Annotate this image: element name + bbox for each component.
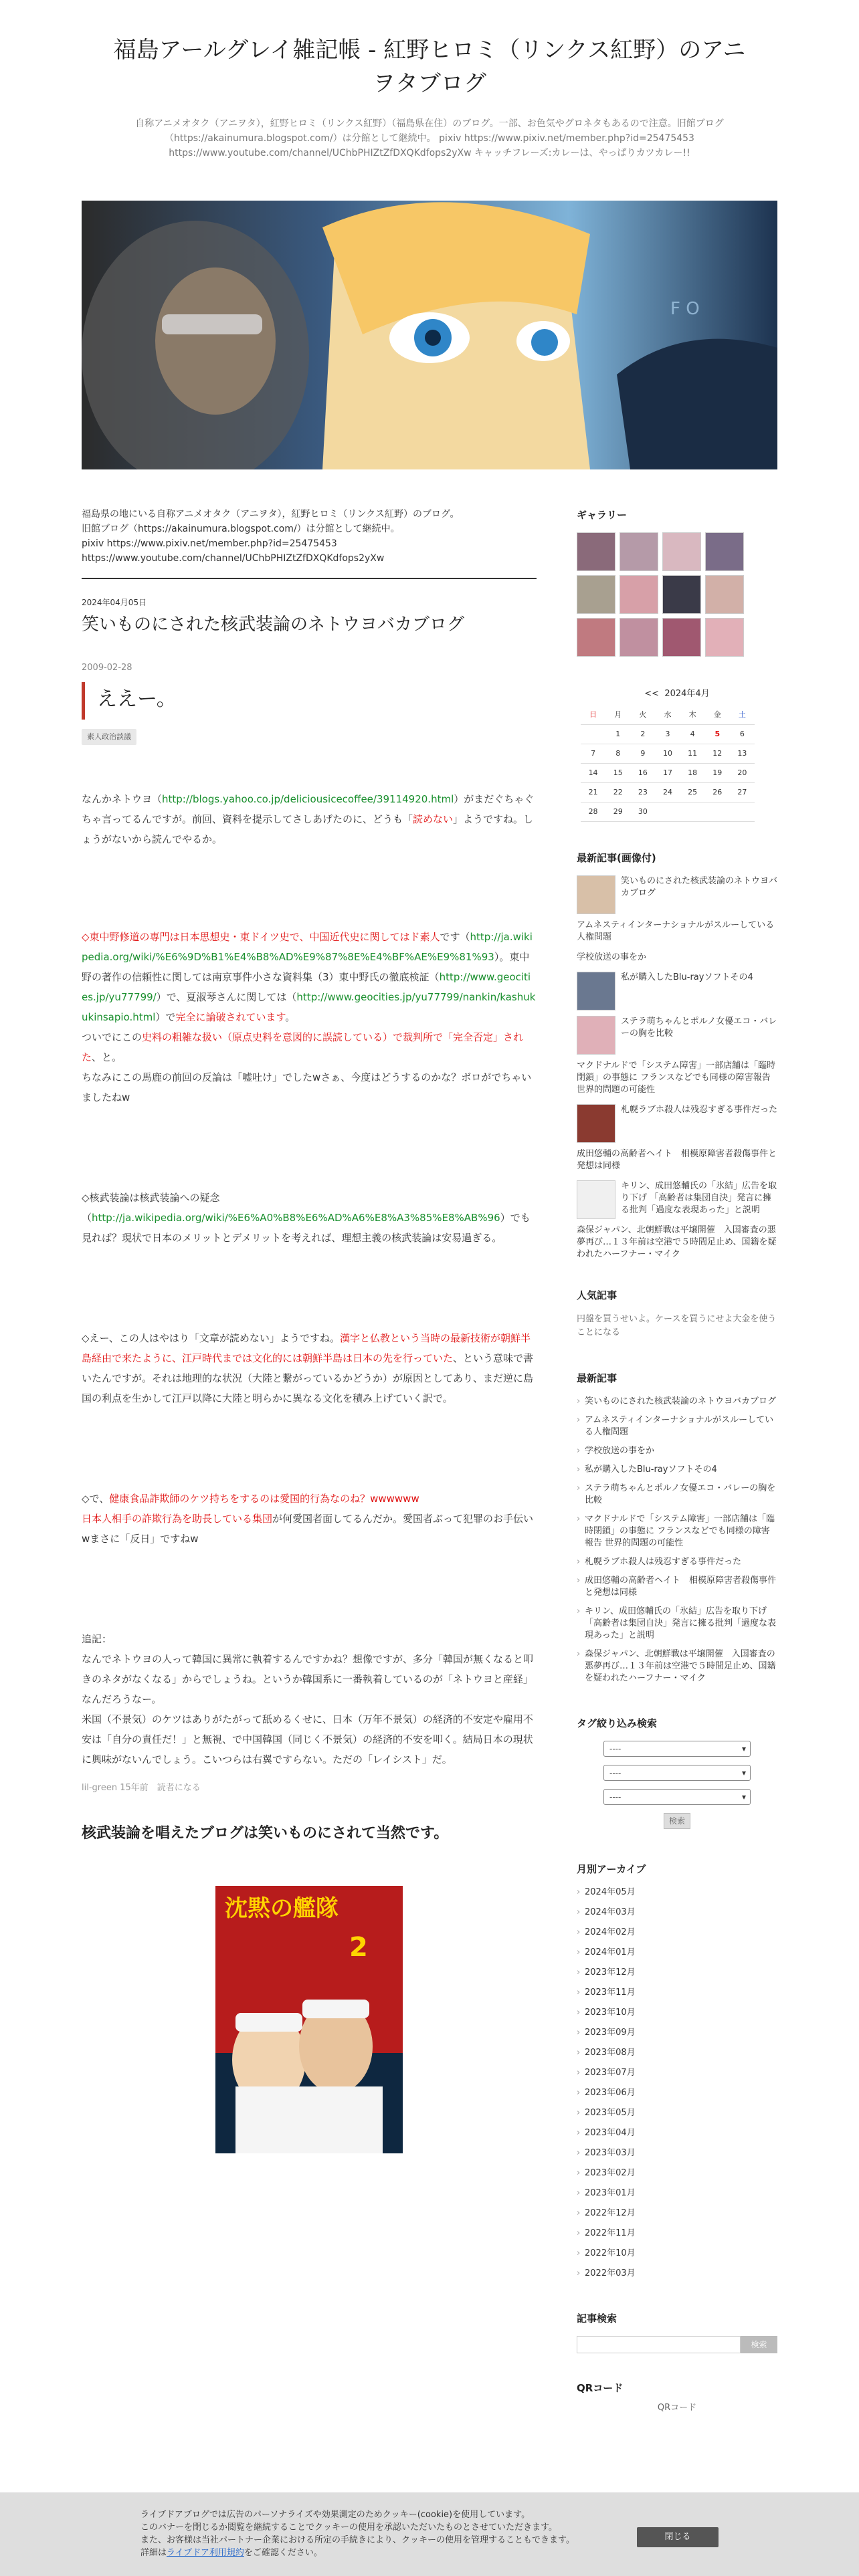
archive-month-link[interactable]: › 2023年12月 xyxy=(577,1967,777,1979)
entry-link[interactable]: マクドナルドで「システム障害」一部店舗は「臨時閉鎖」の事態に フランスなどでも同様の障害報告 世界的問題の可能性 xyxy=(577,1060,776,1095)
calendar-day: 28 xyxy=(581,802,605,821)
cookie-banner xyxy=(0,2492,859,2576)
archive-month-link[interactable]: › 2023年03月 xyxy=(577,2147,777,2159)
entry-link[interactable]: 森保ジャパン、北朝鮮戦は平壌開催 入国審査の悪夢再び…１３年前は空港で５時間足止め、国籍を疑われたハーフナー・マイク xyxy=(577,1224,777,1259)
archive-month-link[interactable]: › 2022年10月 xyxy=(577,2248,777,2260)
archive-month-link[interactable]: › 2023年01月 xyxy=(577,2187,777,2199)
calendar-day: 23 xyxy=(630,782,655,802)
dvd-cover-illustration xyxy=(215,1886,403,2153)
calendar-day: 25 xyxy=(680,782,705,802)
dvd-title: 沈黙の艦隊 xyxy=(225,1895,339,1922)
recent-list xyxy=(577,1396,777,1685)
yahoo-blog-link[interactable]: http://blogs.yahoo.co.jp/deliciousicecoffee/39114920.html xyxy=(162,792,454,805)
text: ◇核武装論は核武装論への疑念 xyxy=(82,1191,220,1204)
archive-month-link[interactable]: › 2023年05月 xyxy=(577,2107,777,2119)
text: ）で xyxy=(155,1010,176,1023)
calendar-weekday: 日 xyxy=(581,706,605,725)
paragraph-6 xyxy=(82,1629,537,1769)
calendar-day: 17 xyxy=(655,763,680,782)
qr-section xyxy=(577,2380,777,2415)
text: 詳細は xyxy=(140,2548,167,2558)
cookie-line: このバナーを閉じるか閲覧を継続することでクッキーの使用を承認いただいたものとさせていただきます。 xyxy=(140,2523,557,2533)
tag-select-2[interactable]: ---- ▾ xyxy=(603,1765,751,1781)
calendar-day: 27 xyxy=(730,782,755,802)
site-header xyxy=(82,27,777,160)
intro-line-1: 福島県の地にいる自称アニメオタク（アニヲタ），紅野ヒロミ（リンクス紅野）のブログ。 xyxy=(82,509,460,520)
cookie-line: また、お客様は当社パートナー企業における所定の手続きにより、クッキーの使用を管理することもできます。 xyxy=(140,2535,575,2545)
paragraph-2 xyxy=(82,927,537,1107)
recent-entry-link[interactable]: › アムネスティインターナショナルがスルーしている人権問題 xyxy=(577,1414,777,1438)
gallery-thumb[interactable] xyxy=(705,618,744,657)
calendar-day: 2 xyxy=(630,724,655,744)
paragraph-4 xyxy=(82,1328,537,1408)
calendar-day xyxy=(680,802,705,821)
entry-title[interactable]: 笑いものにされた核武装論のネトウヨバカブログ xyxy=(82,615,465,635)
header-banner-image[interactable] xyxy=(82,201,777,469)
calendar-day: 21 xyxy=(581,782,605,802)
site-description: 自称アニメオタク（アニヲタ），紅野ヒロミ（リンクス紅野）（福島県在住）のブログ。一部、お色気やグロネタもあるので注意。旧館ブログ（https://akainumura.blogspot.com/）は分館として継続中。 pixiv https://www.pixiv.net/member.php?id=25475453 https://www.youtube.com/channel/UChbPHIZtZfDXQKdfops2yXw キャッチフレーズ:カレーは、やっぱりカツカレー!! xyxy=(135,118,724,158)
gallery-thumb[interactable] xyxy=(619,532,658,571)
search-form xyxy=(577,2336,777,2353)
calendar-day: 22 xyxy=(605,782,630,802)
recent-section xyxy=(577,1370,777,1685)
gallery-thumb[interactable] xyxy=(577,618,615,657)
tag-search-button[interactable]: 検索 xyxy=(664,1813,690,1829)
entry-link[interactable]: ステラ萌ちゃんとポルノ女優エコ・バレーの胸を比較 xyxy=(621,1016,777,1039)
highlight: 史料の粗雑な扱い（原点史料を意図的に誤読している）で裁判所で「完全否定」された xyxy=(82,1031,524,1063)
qr-heading: QRコード xyxy=(577,2381,624,2394)
archive-month-link[interactable]: › 2022年12月 xyxy=(577,2208,777,2220)
entry-date: 2024年04月05日 xyxy=(82,598,147,607)
recent-entry-link[interactable]: › 森保ジャパン、北朝鮮戦は平壌開催 入国審査の悪夢再び…１３年前は空港で５時間足止め、国籍を疑われたハーフナー・マイク xyxy=(577,1648,777,1685)
archive-month-link[interactable]: › 2023年11月 xyxy=(577,1987,777,1999)
calendar-day xyxy=(581,724,605,744)
popular-heading: 人気記事 xyxy=(577,1289,617,1301)
text: 、という意味で書いたんですが。それは地理的な状況（大陸と繋がっているかどうか）が原因としてあり、まだ逆に島国の利点を生かして江戸以降に大陸と明らかに異なる文化を積み上げていく訳で。 xyxy=(82,1352,534,1404)
category-tag[interactable]: 素人政治談議 xyxy=(82,729,136,745)
calendar-header xyxy=(577,687,777,702)
text: 、と。 xyxy=(92,1051,122,1063)
tag-select-3[interactable]: ---- ▾ xyxy=(603,1789,751,1805)
intro-line-4: https://www.youtube.com/channel/UChbPHIZtZfDXQKdfops2yXw xyxy=(82,553,385,564)
calendar-day: 26 xyxy=(705,782,730,802)
calendar-day: 1 xyxy=(605,724,630,744)
calendar-day: 20 xyxy=(730,763,755,782)
calendar-weekday: 月 xyxy=(605,706,630,725)
list-item[interactable] xyxy=(577,1104,777,1143)
qr-image-alt: QRコード xyxy=(657,2402,697,2413)
gallery-thumb[interactable] xyxy=(619,618,658,657)
archive-month-link[interactable]: › 2023年02月 xyxy=(577,2167,777,2179)
archive-month-link[interactable]: › 2023年10月 xyxy=(577,2007,777,2019)
text: ）でも見れば？現状で日本のメリットとデメリットを考えれば、理想主義の核武装論は安易過ぎる。 xyxy=(82,1211,531,1244)
archive-month-link[interactable]: › 2023年04月 xyxy=(577,2127,777,2139)
search-input[interactable] xyxy=(577,2336,741,2353)
text: （ xyxy=(82,1211,92,1224)
gallery-heading: ギャラリー xyxy=(577,509,628,521)
calendar-month: 2024年4月 xyxy=(664,689,710,699)
list-item[interactable] xyxy=(577,1016,777,1055)
gallery-thumb[interactable] xyxy=(577,575,615,614)
archive-section xyxy=(577,1861,777,2280)
calendar-day: 9 xyxy=(630,744,655,763)
dvd-volume: 2 xyxy=(349,1931,368,1963)
entry-link[interactable]: 成田悠輔の高齢者ヘイト 相模原障害者殺傷事件と発想は同様 xyxy=(577,1148,777,1171)
text: ）で、夏淑琴さんに関しては（ xyxy=(156,990,297,1003)
calendar xyxy=(577,687,777,822)
recent-entry-link[interactable]: › キリン、成田悠輔氏の「氷結」広告を取り下げ 「高齢者は集団自決」発言に擁る批判「過度な表現あった」と説明 xyxy=(577,1606,777,1642)
text: ついでにこの xyxy=(82,1031,142,1043)
calendar-table xyxy=(581,706,755,822)
archive-month-link[interactable]: › 2022年03月 xyxy=(577,2268,777,2280)
geocities-nankin-link[interactable]: http://www.geocities.jp/yu77799/nankin/kashukukinsapio.html xyxy=(82,990,536,1023)
entry-heading: ええー。 xyxy=(82,682,537,720)
cookie-message xyxy=(140,2508,609,2559)
entry-link[interactable]: 私が購入したBlu-rayソフトその4 xyxy=(621,972,753,982)
intro-line-2: 旧館ブログ（https://akainumura.blogspot.com/）は分館として継続中。 xyxy=(82,524,400,534)
calendar-day: 12 xyxy=(705,744,730,763)
gallery-grid xyxy=(577,532,777,657)
calendar-day[interactable]: 5 xyxy=(705,724,730,744)
archive-month-link[interactable]: › 2024年05月 xyxy=(577,1887,777,1899)
recent-with-images xyxy=(577,850,777,1261)
cookie-close-button[interactable]: 閉じる xyxy=(637,2527,719,2547)
calendar-day: 10 xyxy=(655,744,680,763)
text: 追記： xyxy=(82,1632,112,1645)
entry-subtitle: 核武装論を唱えたブログは笑いものにされて当然です。 xyxy=(82,1825,449,1842)
archive-month-link[interactable]: › 2023年08月 xyxy=(577,2047,777,2059)
intro-line-3: pixiv https://www.pixiv.net/member.php?id=25475453 xyxy=(82,538,337,549)
calendar-weekday: 水 xyxy=(655,706,680,725)
text: なんかネトウヨ（ xyxy=(82,792,163,805)
text: 」ようですね。しょうがないから読んでやるか。 xyxy=(82,813,534,845)
recent-entry-link[interactable]: › 成田悠輔の高齢者ヘイト 相模原障害者殺傷事件と発想は同様 xyxy=(577,1575,777,1599)
recent-entry-link[interactable]: › マクドナルドで「システム障害」一部店舗は「臨時閉鎖」の事態に フランスなどでも同様の障害報告 世界的問題の可能性 xyxy=(577,1513,777,1549)
text: です（ xyxy=(440,930,470,943)
calendar-day: 13 xyxy=(730,744,755,763)
gallery-thumb[interactable] xyxy=(577,532,615,571)
text: ちなみにこの馬鹿の前回の反論は「嘘吐け」でしたwさぁ、今度はどうするのかな？ボロがでちゃいましたねw xyxy=(82,1071,532,1103)
calendar-day: 19 xyxy=(705,763,730,782)
list-item[interactable] xyxy=(577,875,777,914)
calendar-weekday: 土 xyxy=(730,706,755,725)
recent-entry-link[interactable]: › 私が購入したBlu-rayソフトその4 xyxy=(577,1464,777,1476)
archive-heading: 月別アーカイブ xyxy=(577,1862,646,1875)
search-section xyxy=(577,2311,777,2353)
recent-entry-link[interactable]: › 学校放送の事をか xyxy=(577,1445,777,1457)
search-heading: 記事検索 xyxy=(577,2312,617,2325)
calendar-weekday: 火 xyxy=(630,706,655,725)
original-post-date: 2009-02-28 xyxy=(82,663,132,673)
highlight: ◇東中野修道の専門は日本思想史・東ドイツ史で、中国近代史に関してはド素人 xyxy=(82,930,440,943)
terms-link[interactable]: ライブドア利用規約 xyxy=(167,2548,244,2558)
search-button[interactable]: 検索 xyxy=(741,2336,777,2353)
entry-thumbnail[interactable] xyxy=(577,972,615,1010)
text: ◇えー、この人はやはり「文章が読めない」ようですね。 xyxy=(82,1331,340,1344)
gallery-thumb[interactable] xyxy=(619,575,658,614)
recent-images-heading: 最新記事(画像付) xyxy=(577,851,656,864)
text: ◇で、 xyxy=(82,1492,110,1505)
calendar-day: 24 xyxy=(655,782,680,802)
site-title[interactable]: 福島アールグレイ雑記帳 - 紅野ヒロミ（リンクス紅野）のアニヲタブログ xyxy=(113,37,746,97)
entry-thumbnail[interactable] xyxy=(577,1016,615,1055)
calendar-day: 15 xyxy=(605,763,630,782)
calendar-day: 29 xyxy=(605,802,630,821)
entry-link[interactable]: 札幌ラブホ殺人は残忍すぎる事件だった xyxy=(621,1104,778,1115)
text: ）がまだぐちゃぐちゃ言ってるんですが。前回、資料を提示してさしあげたのに、どうも「 xyxy=(82,792,535,825)
calendar-day: 30 xyxy=(630,802,655,821)
calendar-day: 14 xyxy=(581,763,605,782)
archive-month-link[interactable]: › 2024年01月 xyxy=(577,1947,777,1959)
highlight: 健康食品詐欺師のケツ持ちをするのは愛国的行為なのね？wwwwww xyxy=(109,1492,419,1505)
highlight: 漢字と仏教という当時の最新技術が朝鮮半島経由で来たように、江戸時代までは文化的には朝鮮半島は日本の先を行っていた xyxy=(82,1331,531,1364)
entry-link[interactable]: 学校放送の事をか xyxy=(577,952,647,962)
gallery-thumb[interactable] xyxy=(662,618,701,657)
archive-month-link[interactable]: › 2023年07月 xyxy=(577,2067,777,2079)
archive-month-link[interactable]: › 2024年03月 xyxy=(577,1907,777,1919)
recent-heading: 最新記事 xyxy=(577,1372,617,1384)
archive-month-link[interactable]: › 2023年09月 xyxy=(577,2027,777,2039)
cookie-line: ライブドアブログでは広告のパーソナライズや効果測定のためクッキー(cookie)を使用しています。 xyxy=(140,2510,531,2520)
gallery-thumb[interactable] xyxy=(705,532,744,571)
calendar-day: 11 xyxy=(680,744,705,763)
calendar-day xyxy=(730,802,755,821)
calendar-day xyxy=(655,802,680,821)
highlight: 日本人相手の詐欺行為を助長している集団 xyxy=(82,1512,273,1525)
blog-intro xyxy=(82,507,537,579)
entry-link[interactable]: キリン、成田悠輔氏の「氷結」広告を取り下げ 「高齢者は集団自決」発言に擁る批判「過度な表現あった」と説明 xyxy=(621,1180,777,1215)
cookie-line xyxy=(140,2547,609,2559)
recent-entry-link[interactable]: › 笑いものにされた核武装論のネトウヨバカブログ xyxy=(577,1396,777,1408)
dvd-cover-image[interactable] xyxy=(215,1886,403,2153)
gallery-thumb[interactable] xyxy=(662,575,701,614)
archive-month-link[interactable]: › 2024年02月 xyxy=(577,1927,777,1939)
geocities-link[interactable]: http://www.geocities.jp/yu77799/ xyxy=(82,970,531,1003)
svg-text:F O: F O xyxy=(670,299,700,319)
paragraph-5 xyxy=(82,1489,537,1549)
wikipedia-nuclear-link[interactable]: http://ja.wikipedia.org/wiki/%E6%A0%B8%E6%AD%A6%E8%A3%85%E8%AB%96 xyxy=(92,1211,500,1224)
text: が何愛国者面してるんだか。愛国者ぶって犯罪のお手伝いwまさに「反日」ですねw xyxy=(82,1512,534,1545)
popular-section xyxy=(577,1287,777,1339)
wikipedia-link[interactable]: http://ja.wikipedia.org/wiki/%E6%9D%B1%E4%B8%AD%E9%87%8E%E4%BF%AE%E9%81%93 xyxy=(82,930,533,963)
archive-list xyxy=(577,1887,777,2280)
entry-link[interactable]: アムネスティインターナショナルがスルーしている人権問題 xyxy=(577,920,775,942)
calendar-day: 6 xyxy=(730,724,755,744)
recent-entry-link[interactable]: › ステラ萌ちゃんとポルノ女優エコ・バレーの胸を比較 xyxy=(577,1483,777,1507)
text: をご確認ください。 xyxy=(244,2548,322,2558)
gallery-thumb[interactable] xyxy=(705,575,744,614)
recent-entry-link[interactable]: › 札幌ラブホ殺人は残忍すぎる事件だった xyxy=(577,1556,777,1568)
anime-banner-illustration xyxy=(82,201,777,469)
entry-meta[interactable]: lil-green 15年前 読者になる xyxy=(82,1782,201,1793)
highlight: 完全に論破されています xyxy=(175,1010,286,1023)
calendar-day: 7 xyxy=(581,744,605,763)
tag-search-section xyxy=(577,1715,777,1829)
gallery-thumb[interactable] xyxy=(662,532,701,571)
calendar-day: 4 xyxy=(680,724,705,744)
entry-link[interactable]: 笑いものにされた核武装論のネトウヨバカブログ xyxy=(621,875,778,898)
sidebar xyxy=(577,507,777,2415)
list-item[interactable] xyxy=(577,1180,777,1219)
calendar-weekday: 木 xyxy=(680,706,705,725)
calendar-day: 3 xyxy=(655,724,680,744)
text: なんでネトウヨの人って韓国に異常に執着するんですかね？想像ですが、多分「韓国が無くなると叩きのネタがなくなる」からでしょうね。というか韓国系に一番執着しているのが「ネトウヨと産経」なんだろうなー。 xyxy=(82,1652,534,1705)
paragraph-3 xyxy=(82,1188,537,1248)
paragraph-1 xyxy=(82,789,537,849)
text: 。 xyxy=(285,1010,296,1023)
calendar-weekday: 金 xyxy=(705,706,730,725)
entry-thumbnail[interactable] xyxy=(577,1180,615,1219)
tag-search-heading: タグ絞り込み検索 xyxy=(577,1717,658,1729)
entry-thumbnail[interactable] xyxy=(577,1104,615,1143)
tag-select-1[interactable]: ---- ▾ xyxy=(603,1741,751,1757)
list-item[interactable] xyxy=(577,972,777,1010)
entry-thumbnail[interactable] xyxy=(577,875,615,914)
archive-month-link[interactable]: › 2023年06月 xyxy=(577,2087,777,2099)
calendar-prev-link[interactable]: << xyxy=(644,689,660,699)
calendar-day: 16 xyxy=(630,763,655,782)
highlight: 読めない xyxy=(413,813,454,825)
calendar-day: 18 xyxy=(680,763,705,782)
text: 米国（不景気）のケツはありがたがって舐めるくせに、日本（万年不景気）の経済的不安定や雇用不安は「自分の責任だ！」と無視、で中国韓国（同じく不景気）の経済的不安を叩く。結局日本の現状に興味がないんでしょう。こいつらは右翼ですらない。ただの「レイシスト」だ。 xyxy=(82,1713,533,1765)
calendar-day xyxy=(705,802,730,821)
text: ）。東中野の著作の信頼性に関しては南京事件小さな資料集（3）東中野氏の徹底検証（ xyxy=(82,950,530,983)
calendar-day: 8 xyxy=(605,744,630,763)
popular-entry-link[interactable]: 円盤を買うせいよ。ケースを買うにせよ大金を使うことになる xyxy=(577,1313,777,1337)
archive-month-link[interactable]: › 2022年11月 xyxy=(577,2228,777,2240)
main-column xyxy=(82,507,537,2153)
